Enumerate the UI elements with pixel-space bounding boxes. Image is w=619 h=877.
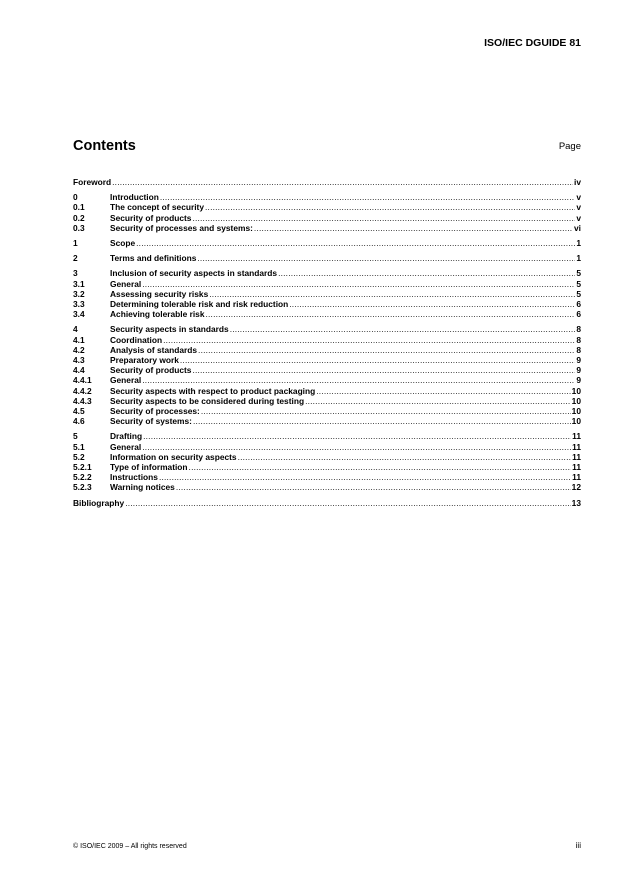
toc-entry-number: 4 — [73, 324, 78, 335]
toc-group — [73, 192, 581, 233]
toc-dot-leader — [159, 472, 571, 482]
toc-dot-leader — [142, 279, 575, 289]
toc-entry-page: 11 — [572, 462, 581, 473]
toc-entry-page: 8 — [576, 334, 581, 345]
toc-dot-leader — [205, 202, 575, 212]
toc-group — [73, 177, 581, 187]
toc-dot-leader — [142, 442, 571, 452]
toc-dot-leader — [193, 416, 571, 426]
toc-entry-number: 5.2.3 — [73, 482, 92, 493]
toc-entry[interactable] — [73, 202, 581, 212]
toc-entry-title: Instructions — [110, 472, 158, 483]
toc-entry[interactable] — [73, 268, 581, 278]
toc-entry[interactable] — [73, 345, 581, 355]
toc-entry[interactable] — [73, 396, 581, 406]
toc-entry-title: Analysis of standards — [110, 344, 198, 355]
toc-entry-number: 5.2.1 — [73, 462, 92, 473]
toc-entry-number: 4.6 — [73, 416, 85, 427]
toc-entry-page: 12 — [571, 482, 581, 493]
toc-entry-page: 8 — [576, 324, 581, 335]
toc-entry-page: 6 — [576, 299, 581, 310]
toc-entry-page: 11 — [572, 431, 581, 442]
toc-entry-number: 4.4.1 — [73, 375, 92, 386]
toc-entry-number: 4.4 — [73, 365, 85, 376]
toc-entry-number: 0.1 — [73, 202, 85, 213]
toc-entry-page: v — [576, 202, 581, 213]
toc-entry-page: 1 — [576, 253, 581, 264]
toc-dot-leader — [305, 396, 571, 406]
toc-dot-leader — [192, 365, 575, 375]
toc-entry-page: 11 — [572, 441, 581, 452]
toc-entry[interactable] — [73, 324, 581, 334]
toc-dot-leader — [160, 192, 575, 202]
toc-entry[interactable] — [73, 335, 581, 345]
toc-entry[interactable] — [73, 386, 581, 396]
toc-entry[interactable] — [73, 253, 581, 263]
toc-dot-leader — [163, 335, 575, 345]
toc-entry-number: 0 — [73, 192, 78, 203]
toc-group — [73, 324, 581, 426]
toc-dot-leader — [198, 345, 575, 355]
toc-entry-number: 4.2 — [73, 344, 85, 355]
contents-heading: Contents — [73, 138, 136, 154]
toc-entry-title: The concept of security — [110, 202, 205, 213]
toc-entry[interactable] — [73, 406, 581, 416]
toc-entry-title: Bibliography — [73, 497, 125, 508]
toc-entry-number: 3.1 — [73, 278, 85, 289]
toc-entry[interactable] — [73, 299, 581, 309]
toc-entry-page: 10 — [571, 406, 581, 417]
toc-dot-leader — [136, 238, 575, 248]
toc-entry-page: vi — [574, 222, 581, 233]
toc-entry-title: Security of processes and systems: — [110, 222, 253, 233]
toc-entry-title: Type of information — [110, 462, 188, 473]
toc-entry-page: 10 — [571, 385, 581, 396]
copyright-footer: © ISO/IEC 2009 – All rights reserved — [73, 843, 187, 850]
toc-dot-leader — [143, 431, 571, 441]
toc-entry-number: 4.5 — [73, 406, 85, 417]
toc-entry-number: 4.4.2 — [73, 385, 92, 396]
toc-entry[interactable] — [73, 177, 581, 187]
toc-entry[interactable] — [73, 309, 581, 319]
toc-entry[interactable] — [73, 355, 581, 365]
toc-entry-page: 13 — [571, 497, 581, 508]
toc-entry-title: Inclusion of security aspects in standards — [110, 268, 278, 279]
toc-entry[interactable] — [73, 223, 581, 233]
toc-entry-number: 0.3 — [73, 222, 85, 233]
toc-dot-leader — [125, 498, 570, 508]
toc-dot-leader — [316, 386, 570, 396]
toc-entry[interactable] — [73, 462, 581, 472]
toc-dot-leader — [176, 482, 571, 492]
toc-entry-title: Achieving tolerable risk — [110, 309, 205, 320]
toc-entry-title: General — [110, 278, 142, 289]
toc-entry[interactable] — [73, 279, 581, 289]
toc-entry-title: Foreword — [73, 177, 112, 187]
toc-entry-page: 6 — [576, 309, 581, 320]
toc-group — [73, 431, 581, 492]
toc-dot-leader — [180, 355, 575, 365]
toc-entry-number: 3.2 — [73, 288, 85, 299]
toc-dot-leader — [209, 289, 575, 299]
toc-dot-leader — [278, 268, 575, 278]
toc-entry-number: 3.4 — [73, 309, 85, 320]
toc-entry-title: Security aspects to be considered during testing — [110, 395, 305, 406]
toc-entry-title: Scope — [110, 238, 136, 249]
toc-entry-title: General — [110, 441, 142, 452]
toc-dot-leader — [289, 299, 575, 309]
toc-entry-page: 11 — [572, 451, 581, 462]
toc-entry-title: General — [110, 375, 142, 386]
toc-entry[interactable] — [73, 365, 581, 375]
toc-entry-page: 9 — [576, 365, 581, 376]
toc-entry-page: 1 — [576, 238, 581, 249]
toc-entry[interactable] — [73, 482, 581, 492]
toc-entry-page: 9 — [576, 355, 581, 366]
toc-entry-title: Preparatory work — [110, 355, 179, 366]
toc-entry[interactable] — [73, 238, 581, 248]
toc-entry-page: v — [576, 212, 581, 223]
toc-entry-title: Information on security aspects — [110, 451, 237, 462]
toc-entry-number: 5.2.2 — [73, 472, 92, 483]
toc-entry-title: Assessing security risks — [110, 288, 209, 299]
toc-dot-leader — [192, 213, 575, 223]
toc-entry-title: Security of systems: — [110, 416, 192, 427]
toc-entry-title: Determining tolerable risk and risk reduction — [110, 299, 289, 310]
toc-entry-number: 5.2 — [73, 451, 85, 462]
table-of-contents — [73, 177, 581, 513]
toc-entry-title: Introduction — [110, 192, 159, 203]
toc-entry[interactable] — [73, 192, 581, 202]
toc-entry[interactable] — [73, 289, 581, 299]
toc-entry-number: 1 — [73, 238, 78, 249]
toc-entry-title: Warning notices — [110, 482, 175, 493]
toc-entry[interactable] — [73, 442, 581, 452]
toc-entry-number: 3 — [73, 268, 78, 279]
toc-entry[interactable] — [73, 431, 581, 441]
toc-entry-page: 8 — [576, 344, 581, 355]
toc-dot-leader — [254, 223, 573, 233]
toc-group — [73, 268, 581, 319]
toc-entry-title: Security of processes: — [110, 406, 200, 417]
toc-entry-number: 0.2 — [73, 212, 85, 223]
toc-entry-page: 11 — [572, 472, 581, 483]
toc-entry-page: 10 — [571, 395, 581, 406]
toc-group — [73, 498, 581, 508]
toc-entry[interactable] — [73, 213, 581, 223]
toc-group — [73, 238, 581, 248]
toc-entry-page: 9 — [576, 375, 581, 386]
page-number-footer: iii — [575, 841, 581, 850]
toc-entry-number: 4.3 — [73, 355, 85, 366]
document-id-header: ISO/IEC DGUIDE 81 — [484, 37, 581, 49]
toc-entry[interactable] — [73, 416, 581, 426]
toc-entry-number: 5.1 — [73, 441, 85, 452]
toc-entry-title: Security of products — [110, 212, 192, 223]
toc-dot-leader — [230, 324, 576, 334]
toc-entry-title: Terms and definitions — [110, 253, 197, 264]
toc-entry-page: 5 — [576, 268, 581, 279]
toc-entry[interactable] — [73, 375, 581, 385]
toc-entry[interactable] — [73, 498, 581, 508]
toc-entry-page: 5 — [576, 278, 581, 289]
toc-entry[interactable] — [73, 472, 581, 482]
toc-entry-title: Coordination — [110, 334, 163, 345]
toc-entry-title: Security of products — [110, 365, 192, 376]
toc-entry-title: Security aspects with respect to product packaging — [110, 385, 316, 396]
toc-dot-leader — [112, 177, 573, 187]
toc-entry-page: v — [576, 192, 581, 203]
toc-entry-number: 4.4.3 — [73, 395, 92, 406]
toc-dot-leader — [238, 452, 572, 462]
toc-entry-title: Drafting — [110, 431, 143, 442]
toc-dot-leader — [206, 309, 576, 319]
toc-entry-page: 10 — [571, 416, 581, 427]
toc-entry-title: Security aspects in standards — [110, 324, 229, 335]
toc-dot-leader — [197, 253, 575, 263]
toc-entry-number: 4.1 — [73, 334, 85, 345]
page-column-label: Page — [558, 141, 581, 152]
toc-entry-number: 5 — [73, 431, 78, 442]
toc-entry-number: 3.3 — [73, 299, 85, 310]
toc-entry-number: 2 — [73, 253, 78, 264]
toc-entry-page: iv — [574, 177, 581, 187]
toc-dot-leader — [142, 375, 575, 385]
toc-dot-leader — [201, 406, 571, 416]
toc-group — [73, 253, 581, 263]
toc-entry-page: 5 — [576, 288, 581, 299]
toc-dot-leader — [189, 462, 572, 472]
toc-entry[interactable] — [73, 452, 581, 462]
